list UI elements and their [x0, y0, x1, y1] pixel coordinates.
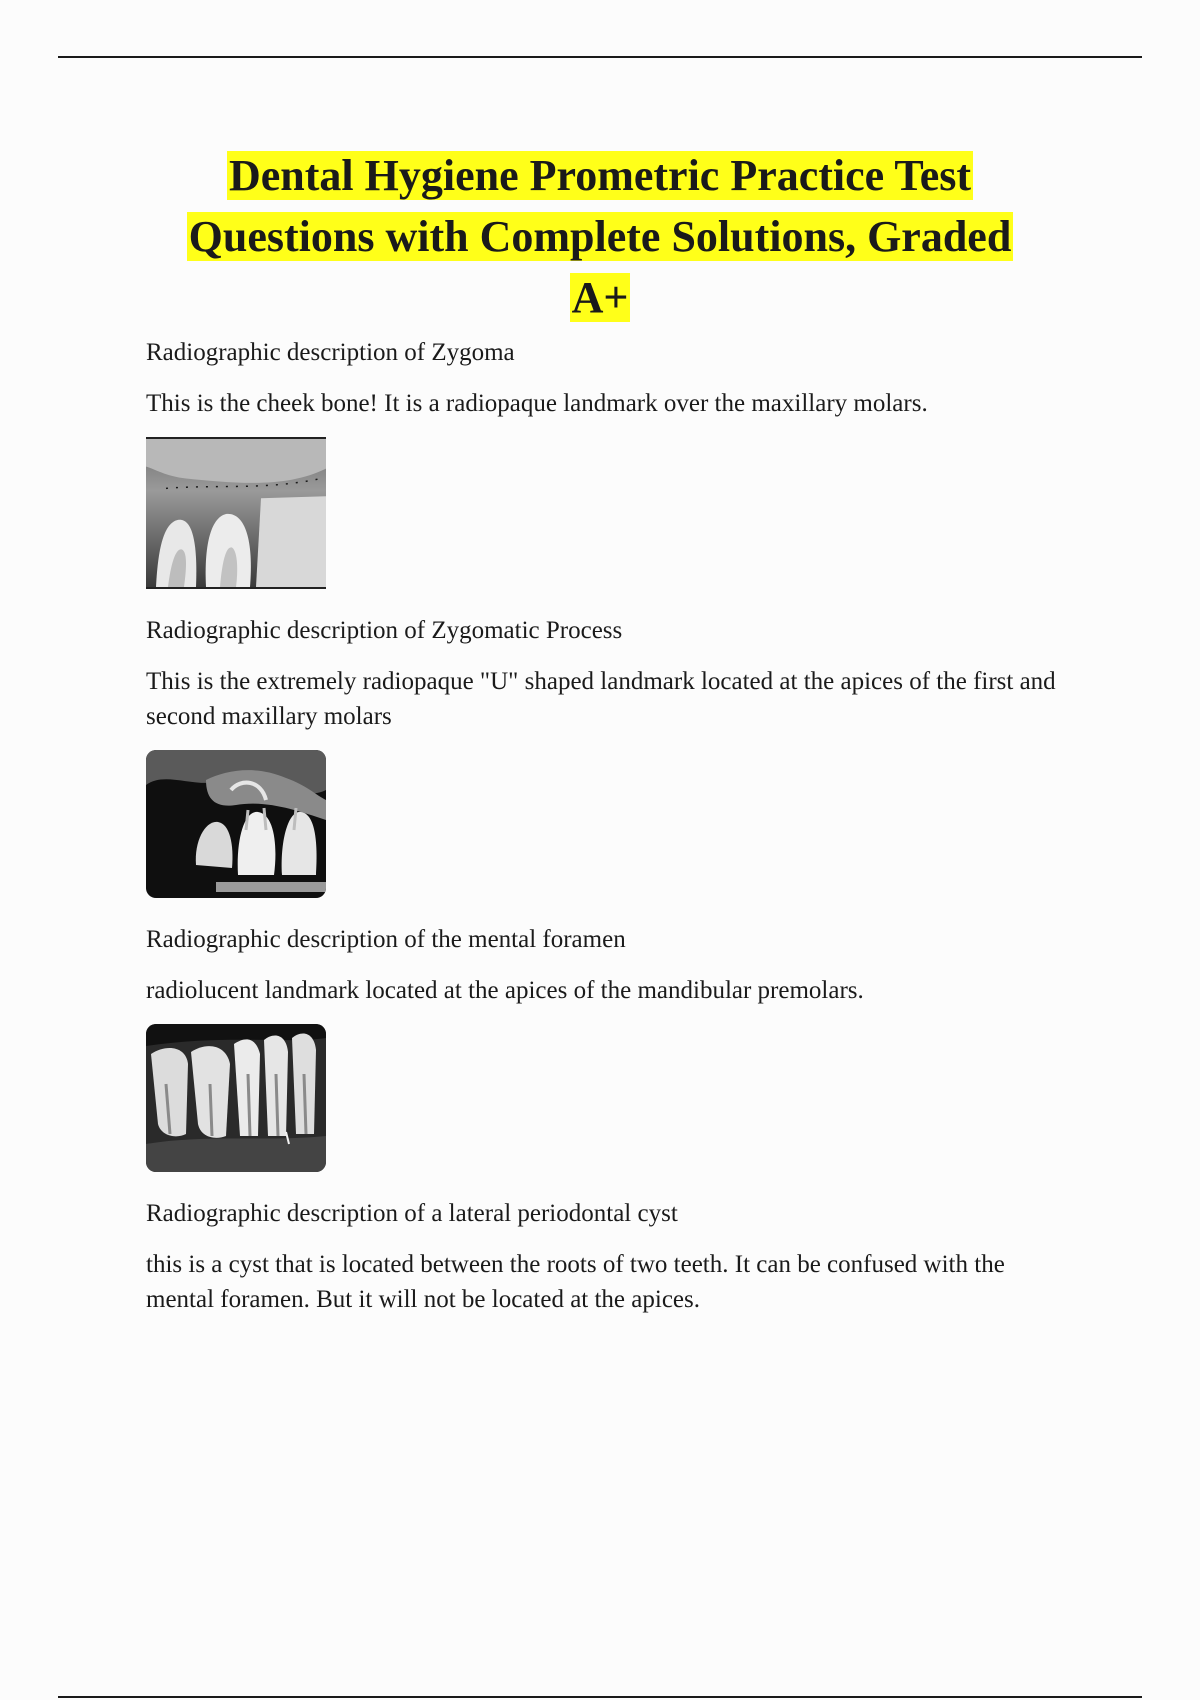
qa-list [146, 336, 1076, 1333]
question-lateral-periodontal-cyst: Radiographic description of a lateral periodontal cyst [146, 1200, 678, 1227]
radiograph-mental-foramen [146, 1024, 326, 1172]
question-zygoma: Radiographic description of Zygoma [146, 339, 515, 366]
radiograph-zygoma [146, 437, 326, 589]
answer-zygoma: This is the cheek bone! It is a radiopaque landmark over the maxillary molars. [146, 390, 928, 417]
title-line-1: Dental Hygiene Prometric Practice Test [228, 151, 972, 200]
top-rule [58, 56, 1142, 58]
radiograph-zygomatic-process [146, 750, 326, 898]
answer-zygomatic-process: This is the extremely radiopaque "U" shaped landmark located at the apices of the first and second maxillary molars [146, 668, 1056, 730]
title-line-2: Questions with Complete Solutions, Graded [188, 212, 1012, 261]
document-title [120, 145, 1080, 328]
answer-lateral-periodontal-cyst: this is a cyst that is located between the roots of two teeth. It can be confused with the mental foramen. But it will not be located at the apices. [146, 1251, 1005, 1313]
answer-mental-foramen: radiolucent landmark located at the apices of the mandibular premolars. [146, 977, 864, 1004]
question-mental-foramen: Radiographic description of the mental foramen [146, 926, 626, 953]
title-line-3: A+ [571, 273, 629, 322]
question-zygomatic-process: Radiographic description of Zygomatic Process [146, 617, 623, 644]
bottom-rule [58, 1696, 1142, 1698]
